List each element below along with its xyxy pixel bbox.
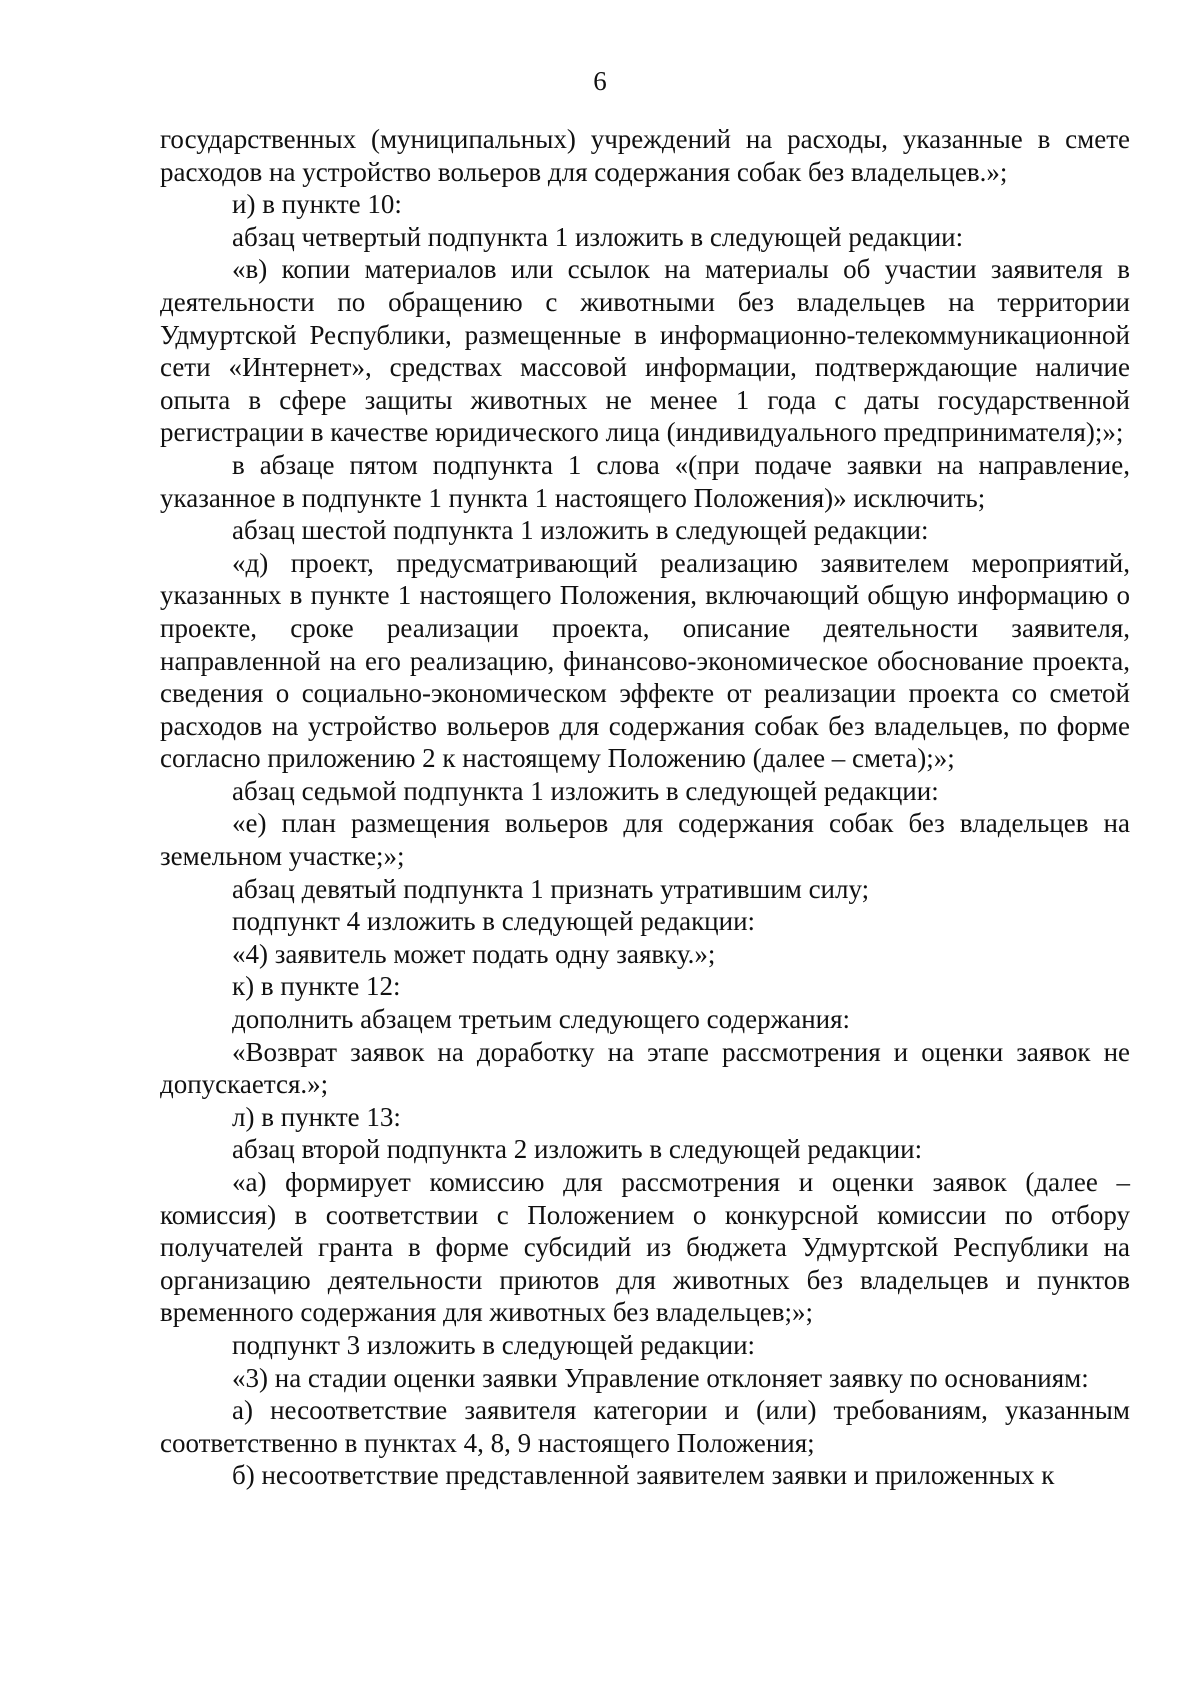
paragraph: абзац четвертый подпункта 1 изложить в следующей редакции: <box>232 221 964 252</box>
paragraph: «в) копии материалов или ссылок на материалы об участии заявителя в деятельности по обращению с животными без владельцев на территории Удмуртской Республики, размещенные в информационно-телекоммуникационной сети «Интернет», средствах массовой информации, подтверждающие наличие опыта в сфере защиты животных не менее 1 года с даты государственной регистрации в качестве юридического лица (индивидуального предпринимателя);»; <box>160 254 1130 448</box>
paragraph: а) несоответствие заявителя категории и (или) требованиям, указанным соответственно в пунктах 4, 8, 9 настоящего Положения; <box>160 1395 1130 1458</box>
paragraph: «4) заявитель может подать одну заявку.»; <box>232 938 716 969</box>
paragraph: подпункт 3 изложить в следующей редакции: <box>232 1329 756 1360</box>
paragraph: абзац девятый подпункта 1 признать утратившим силу; <box>232 873 870 904</box>
paragraph: «д) проект, предусматривающий реализацию заявителем мероприятий, указанных в пункте 1 настоящего Положения, включающий общую информацию о проекте, сроке реализации проекта, описание деятельности заявителя, направленной на его реализацию, финансово-экономическое обоснование проекта, сведения о социально-экономическом эффекте от реализации проекта со сметой расходов на устройство вольеров для содержания собак без владельцев, по форме согласно приложению 2 к настоящему Положению (далее – смета);»; <box>160 547 1130 774</box>
page-number: 6 <box>593 66 607 96</box>
paragraph: и) в пункте 10: <box>232 189 402 220</box>
paragraph: абзац второй подпункта 2 изложить в следующей редакции: <box>232 1134 923 1165</box>
paragraph: дополнить абзацем третьим следующего содержания: <box>232 1004 851 1035</box>
paragraph: б) несоответствие представленной заявителем заявки и приложенных к <box>232 1460 1055 1491</box>
paragraph: «е) план размещения вольеров для содержания собак без владельцев на земельном участке;»; <box>160 808 1130 872</box>
paragraph: «а) формирует комиссию для рассмотрения и оценки заявок (далее – комиссия) в соответствии с Положением о конкурсной комиссии по отбору получателей гранта в форме субсидий из бюджета Удмуртской Республики на организацию деятельности приютов для животных без владельцев и пунктов временного содержания для животных без владельцев;»; <box>160 1167 1130 1328</box>
paragraph: абзац шестой подпункта 1 изложить в следующей редакции: <box>232 515 929 546</box>
paragraph: государственных (муниципальных) учреждений на расходы, указанные в смете расходов на устройство вольеров для содержания собак без владельцев.»; <box>160 124 1130 187</box>
paragraph: абзац седьмой подпункта 1 изложить в следующей редакции: <box>232 775 939 806</box>
paragraph: к) в пункте 12: <box>232 971 401 1002</box>
paragraph: подпункт 4 изложить в следующей редакции: <box>232 906 756 937</box>
document-body <box>160 123 1130 1492</box>
paragraph: «Возврат заявок на доработку на этапе рассмотрения и оценки заявок не допускается.»; <box>160 1036 1130 1100</box>
paragraph: л) в пункте 13: <box>232 1101 401 1132</box>
paragraph: «3) на стадии оценки заявки Управление отклоняет заявку по основаниям: <box>232 1362 1089 1393</box>
paragraph: в абзаце пятом подпункта 1 слова «(при подаче заявки на направление, указанное в подпункте 1 пункта 1 настоящего Положения)» исключить; <box>160 449 1130 513</box>
